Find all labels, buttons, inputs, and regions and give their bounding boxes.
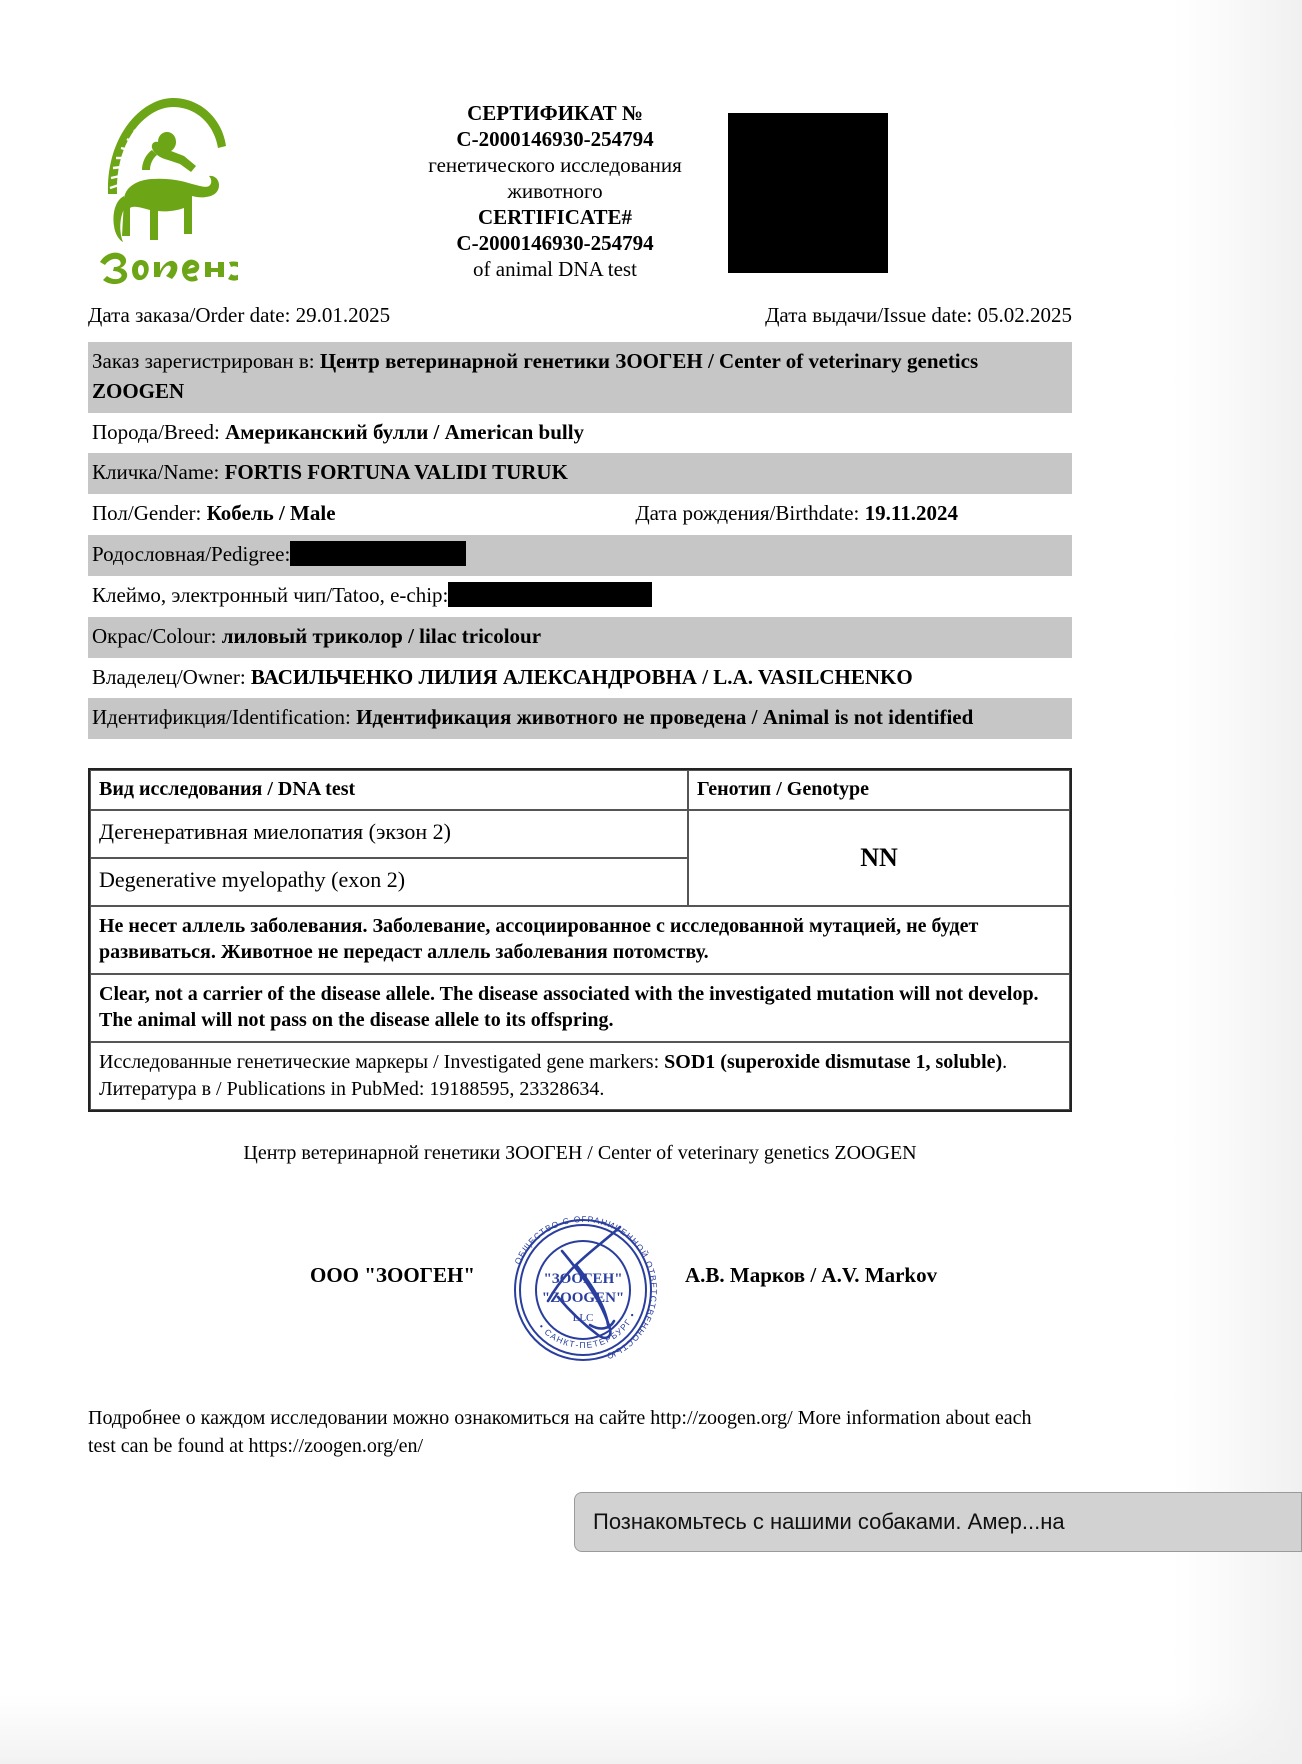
info-row-colour <box>88 617 1072 658</box>
info-label: Идентификция/Identification: <box>92 705 351 730</box>
official-round-stamp <box>498 1205 668 1375</box>
zoogen-horse-logo-icon <box>88 84 238 284</box>
certificate-header <box>0 0 1180 282</box>
info-value: Кобель / Male <box>206 501 336 526</box>
test-name-en: Degenerative myelopathy (exon 2) <box>90 858 688 906</box>
info-label: Окрас/Colour: <box>92 623 217 648</box>
gene-markers-prefix: Исследованные генетические маркеры / Investigated gene markers: <box>99 1050 665 1073</box>
info-row-gender-birthdate <box>88 494 1072 535</box>
column-header-genotype: Генотип / Genotype <box>688 770 1070 810</box>
info-label: Кличка/Name: <box>92 460 220 485</box>
certificate-number-ru: C-2000146930-254794 <box>456 127 654 152</box>
animal-info-list <box>88 342 1072 739</box>
toast-notification[interactable] <box>574 1492 1302 1552</box>
svg-text:ОБЩЕСТВО С ОГРАНИЧЕННОЙ ОТВЕТС: ОБЩЕСТВО С ОГРАНИЧЕННОЙ ОТВЕТСТВЕННОСТЬЮ <box>512 1213 660 1362</box>
footer-note: Подробнее о каждом исследовании можно ознакомиться на сайте http://zoogen.org/ More information about each test can be found at https://zoogen.org/en/ <box>88 1407 1032 1457</box>
svg-text:• САНКТ-ПЕТЕРБУРГ •: • САНКТ-ПЕТЕРБУРГ • <box>536 1310 638 1351</box>
info-value: Центр ветеринарной генетики ЗООГЕН / Center of veterinary genetics ZOOGEN <box>92 349 979 403</box>
svg-text:"ZOOGEN": "ZOOGEN" <box>541 1290 625 1306</box>
birthdate-label: Дата рождения/Birthdate: <box>635 501 860 526</box>
info-row-owner <box>88 658 1072 699</box>
info-label: Владелец/Owner: <box>92 664 246 689</box>
certificate-subtitle-ru-2: животного <box>507 179 603 204</box>
genotype-value: NN <box>688 810 1070 906</box>
info-label: Пол/Gender: <box>92 501 202 526</box>
order-date: Дата заказа/Order date: 29.01.2025 <box>88 303 391 327</box>
info-row-identification <box>88 698 1072 739</box>
certificate-subtitle-en: of animal DNA test <box>473 257 637 282</box>
certificate-subtitle-ru-1: генетического исследования <box>428 153 682 178</box>
gene-markers-row <box>90 1042 1070 1110</box>
birthdate-value: 19.11.2024 <box>864 501 958 526</box>
redacted-logo-box <box>728 113 888 273</box>
info-label: Клеймо, электронный чип/Tatoo, e-chip: <box>92 582 449 607</box>
info-label: Родословная/Pedigree: <box>92 542 291 567</box>
info-value: FORTIS FORTUNA VALIDI TURUK <box>224 460 568 485</box>
info-row-registered-at <box>88 342 1072 413</box>
certificate-title-block <box>400 100 710 282</box>
gene-markers-suffix: . Литература в / Publications in PubMed: 19188595, 23328634. <box>99 1050 1008 1100</box>
toast-message: Познакомьтесь с нашими собаками. Амер...на <box>593 1509 1065 1534</box>
svg-text:LLC: LLC <box>572 1312 594 1324</box>
issue-date: Дата выдачи/Issue date: 05.02.2025 <box>765 303 1072 327</box>
result-text-ru: Не несет аллель заболевания. Заболевание, ассоциированное с исследованной мутацией, не будет развиваться. Животное не передаст аллель заболевания потомству. <box>90 906 1070 974</box>
table-header-row <box>90 770 1070 810</box>
certificate-label-en: CERTIFICATE# <box>477 205 633 230</box>
signature-llc-label: ООО "ЗООГЕН" <box>310 1263 476 1287</box>
info-value: лиловый триколор / lilac tricolour <box>221 623 542 648</box>
redacted-pedigree-box <box>290 541 466 566</box>
issuing-organization-line: Центр ветеринарной генетики ЗООГЕН / Center of veterinary genetics ZOOGEN <box>243 1142 917 1164</box>
certificate-label-ru: СЕРТИФИКАТ № <box>467 101 643 125</box>
redacted-chip-box <box>448 582 652 607</box>
page-bottom-shadow <box>0 1694 1302 1764</box>
table-row <box>90 810 1070 906</box>
info-row-tattoo-chip <box>88 576 1072 617</box>
info-row-pedigree <box>88 535 1072 576</box>
gene-markers-gene: SOD1 (superoxide dismutase 1, soluble) <box>664 1050 1003 1073</box>
info-row-breed <box>88 413 1072 454</box>
column-header-test: Вид исследования / DNA test <box>90 770 688 810</box>
date-row <box>88 303 1072 328</box>
info-value: Идентификация животного не проведена / Animal is not identified <box>356 705 974 730</box>
result-text-en: Clear, not a carrier of the disease allele. The disease associated with the investigated mutation will not develop. The animal will not pass on the disease allele to its offspring. <box>90 974 1070 1042</box>
info-value: Американский булли / American bully <box>225 419 585 444</box>
test-name-ru: Дегенеративная миелопатия (экзон 2) <box>90 810 688 858</box>
info-label: Заказ зарегистрирован в: <box>92 349 315 373</box>
dna-test-table <box>88 768 1072 1112</box>
signature-area <box>88 1200 1072 1400</box>
certificate-number-en: C-2000146930-254794 <box>456 231 654 256</box>
test-name-cells <box>90 810 688 906</box>
info-row-name <box>88 453 1072 494</box>
svg-text:"ЗООГЕН": "ЗООГЕН" <box>543 1271 623 1287</box>
signer-name: А.В. Марков / A.V. Markov <box>685 1263 938 1287</box>
info-label: Порода/Breed: <box>92 419 220 444</box>
info-value: ВАСИЛЬЧЕНКО ЛИЛИЯ АЛЕКСАНДРОВНА / L.A. VASILCHENKO <box>250 664 913 689</box>
